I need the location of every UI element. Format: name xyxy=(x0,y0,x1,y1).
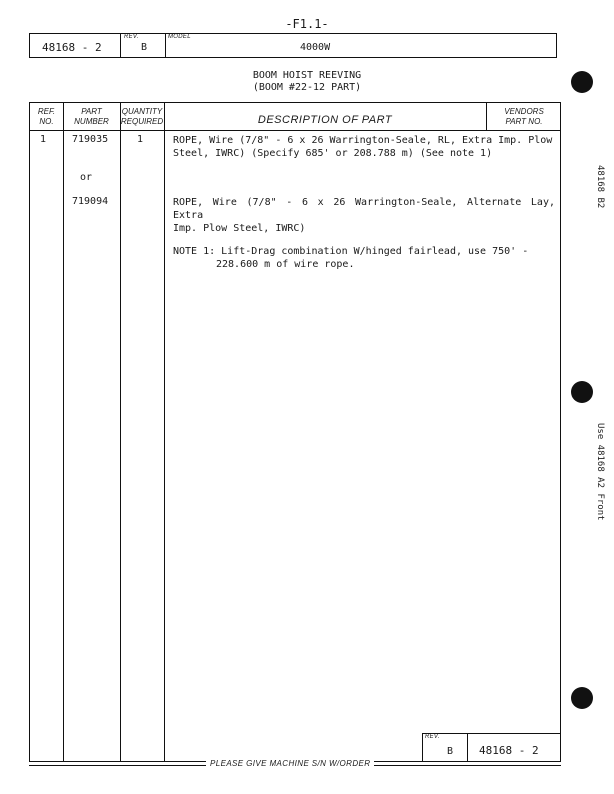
description-line: ROPE, Wire (7/8" - 6 x 26 Warrington-Seale, Alternate Lay, Extra xyxy=(173,197,555,221)
section-title: BOOM HOIST REEVING xyxy=(252,70,362,81)
header-divider xyxy=(120,34,121,57)
page-number: -F1.1- xyxy=(285,17,329,31)
column-header-description: DESCRIPTION OF PART xyxy=(257,114,393,126)
row-part-number: 719094 xyxy=(72,196,109,207)
header-text: VENDORS xyxy=(504,107,544,116)
footer-text: PLEASE GIVE MACHINE S/N W/ORDER xyxy=(206,759,374,768)
row-description xyxy=(173,196,555,235)
bottom-divider xyxy=(467,734,468,762)
header-text: QUANTITY xyxy=(121,107,163,116)
bottom-rev-box xyxy=(422,733,561,762)
header-text: NO. xyxy=(39,117,54,126)
model-label: MODEL xyxy=(168,34,191,40)
note-line: 228.600 m of wire rope. xyxy=(216,259,355,270)
rev-label: REV. xyxy=(124,34,139,40)
header-text: PART NO. xyxy=(505,117,543,126)
description-line: Imp. Plow Steel, IWRC) xyxy=(173,223,306,234)
note-1 xyxy=(173,245,528,271)
publication-number: 48168 - 2 xyxy=(42,41,102,54)
row-quantity: 1 xyxy=(137,134,144,145)
row-part-number: 719035 xyxy=(72,134,109,145)
column-header-ref xyxy=(30,107,63,127)
punch-hole xyxy=(571,381,593,403)
model-value: 4000W xyxy=(300,42,331,53)
description-line: Steel, IWRC) (Specify 685' or 208.788 m) (See note 1) xyxy=(173,148,493,159)
header-box xyxy=(29,33,557,58)
note-line: NOTE 1: Lift-Drag combination W/hinged fairlead, use 750' - xyxy=(173,246,529,257)
header-rule xyxy=(30,130,560,131)
row-ref: 1 xyxy=(40,134,47,145)
row-alternate-or: or xyxy=(80,172,93,183)
section-subtitle: (BOOM #22-12 PART) xyxy=(252,82,362,93)
column-divider xyxy=(120,103,121,761)
row-description xyxy=(173,134,555,160)
punch-hole xyxy=(571,71,593,93)
margin-instruction: Use 48168 A2 Front xyxy=(595,423,605,521)
punch-hole xyxy=(571,687,593,709)
bottom-rev-value: B xyxy=(447,746,454,757)
header-text: PART xyxy=(81,107,102,116)
rev-value: B xyxy=(141,42,148,53)
column-header-part-number xyxy=(63,107,120,127)
column-header-quantity xyxy=(120,107,164,127)
header-text: REF. xyxy=(37,107,56,116)
description-line: ROPE, Wire (7/8" - 6 x 26 Warrington-Seale, RL, Extra Imp. Plow xyxy=(173,135,553,146)
header-text: REQUIRED xyxy=(120,117,164,126)
bottom-publication-number: 48168 - 2 xyxy=(479,744,539,757)
header-text: NUMBER xyxy=(74,117,109,126)
bottom-rev-label: REV. xyxy=(425,734,440,740)
header-divider xyxy=(165,34,166,57)
column-header-vendors xyxy=(486,107,562,127)
column-divider xyxy=(164,103,165,761)
column-divider xyxy=(63,103,64,761)
margin-code: 48168 B2 xyxy=(595,165,605,209)
